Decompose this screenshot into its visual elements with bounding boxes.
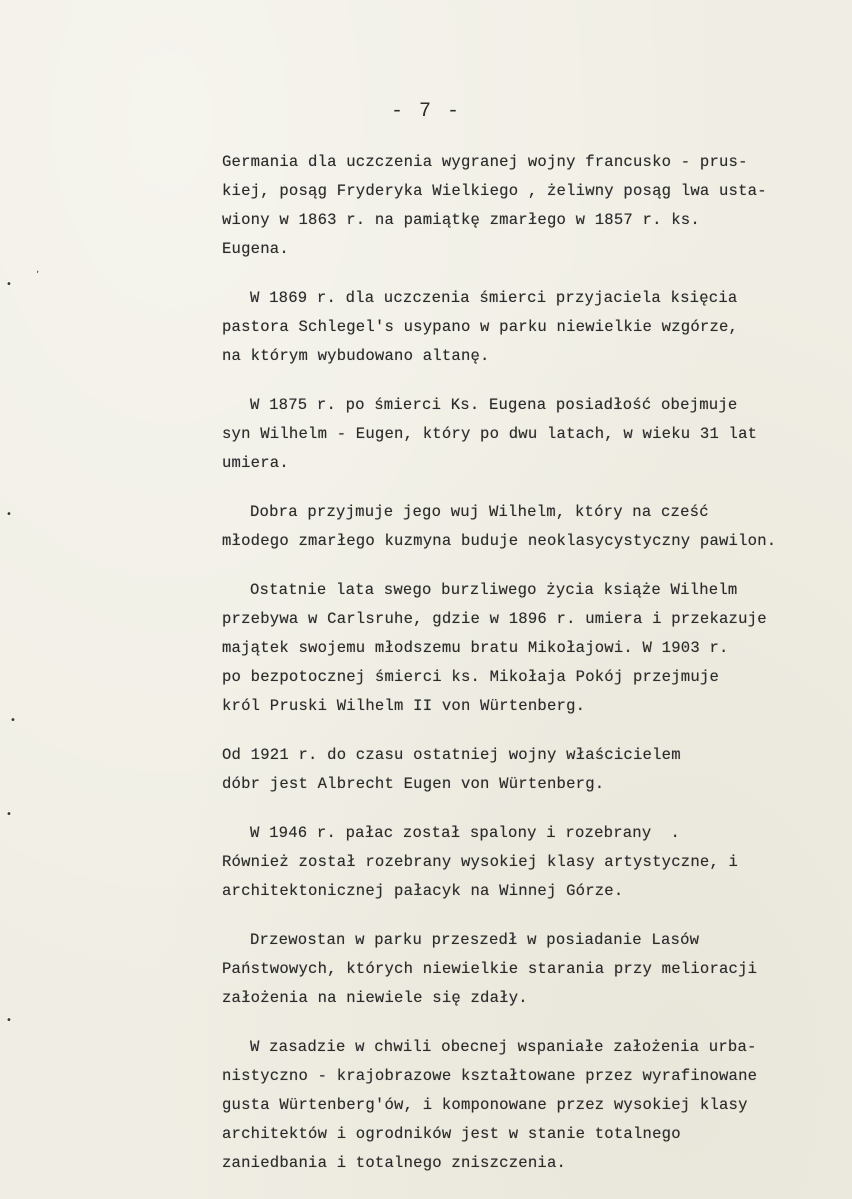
text-line: syn Wilhelm - Eugen, który po dwu latach, w wieku 31 lat [222,425,758,443]
text-line: Również został rozebrany wysokiej klasy artystyczne, i [222,853,739,871]
text-line: dóbr jest Albrecht Eugen von Würtenberg. [222,775,605,793]
text-line: Eugena. [222,240,289,258]
text-line: W zasadzie w chwili obecnej wspaniałe założenia urba- [250,1038,757,1056]
text-line: Ostatnie lata swego burzliwego życia książe Wilhelm [250,581,738,599]
text-line: architektonicznej pałacyk na Winnej Górze. [222,882,624,900]
paragraph-4 [222,498,822,556]
text-line: na którym wybudowano altanę. [222,347,490,365]
text-line: umiera. [222,454,289,472]
text-line: Od 1921 r. do czasu ostatniej wojny właścicielem [222,746,681,764]
text-line: Germania dla uczczenia wygranej wojny francusko - prus- [222,153,748,171]
text-line: majątek swojemu młodszemu bratu Mikołajowi. W 1903 r. [222,639,729,657]
text-line: Drzewostan w parku przeszedł w posiadanie Lasów [250,931,700,949]
margin-dot-mark: • [6,279,12,290]
margin-tick-mark: ʼ [36,270,40,281]
text-line: założenia na niewiele się zdały. [222,989,528,1007]
text-line: Dobra przyjmuje jego wuj Wilhelm, który na cześć [250,503,709,521]
text-line: W 1946 r. pałac został spalony i rozebrany . [250,824,681,842]
paragraph-1 [222,148,822,264]
paragraph-7 [222,819,822,906]
paragraph-6 [222,741,822,799]
text-line: Państwowych, których niewielkie starania przy melioracji [222,960,758,978]
text-line: W 1875 r. po śmierci Ks. Eugena posiadłość obejmuje [250,396,738,414]
text-line: nistyczno - krajobrazowe kształtowane przez wyrafinowane [222,1067,758,1085]
text-line: gusta Würtenberg'ów, i komponowane przez wysokiej klasy [222,1096,748,1114]
margin-dot-mark: • [10,715,16,726]
text-line: pastora Schlegel's usypano w parku niewielkie wzgórze, [222,318,739,336]
text-line: architektów i ogrodników jest w stanie totalnego [222,1125,681,1143]
text-line: W 1869 r. dla uczczenia śmierci przyjaciela księcia [250,289,738,307]
paragraph-8 [222,926,822,1013]
paragraph-5 [222,576,822,721]
paragraph-3 [222,391,822,478]
body-text [222,148,822,1198]
text-line: król Pruski Wilhelm II von Würtenberg. [222,697,586,715]
text-line: młodego zmarłego kuzmyna buduje neoklasycystyczny pawilon. [222,532,777,550]
text-line: po bezpotocznej śmierci ks. Mikołaja Pokój przejmuje [222,668,720,686]
margin-dot-mark: • [6,509,12,520]
text-line: kiej, posąg Fryderyka Wielkiego , żeliwny posąg lwa usta- [222,182,767,200]
text-line: przebywa w Carlsruhe, gdzie w 1896 r. umiera i przekazuje [222,610,767,628]
paragraph-9 [222,1033,822,1178]
page-number: - 7 - [390,100,461,123]
margin-dot-mark: • [6,809,12,820]
paragraph-2 [222,284,822,371]
margin-dot-mark: • [6,1015,12,1026]
text-line: zaniedbania i totalnego zniszczenia. [222,1154,567,1172]
text-line: wiony w 1863 r. na pamiątkę zmarłego w 1857 r. ks. [222,211,700,229]
